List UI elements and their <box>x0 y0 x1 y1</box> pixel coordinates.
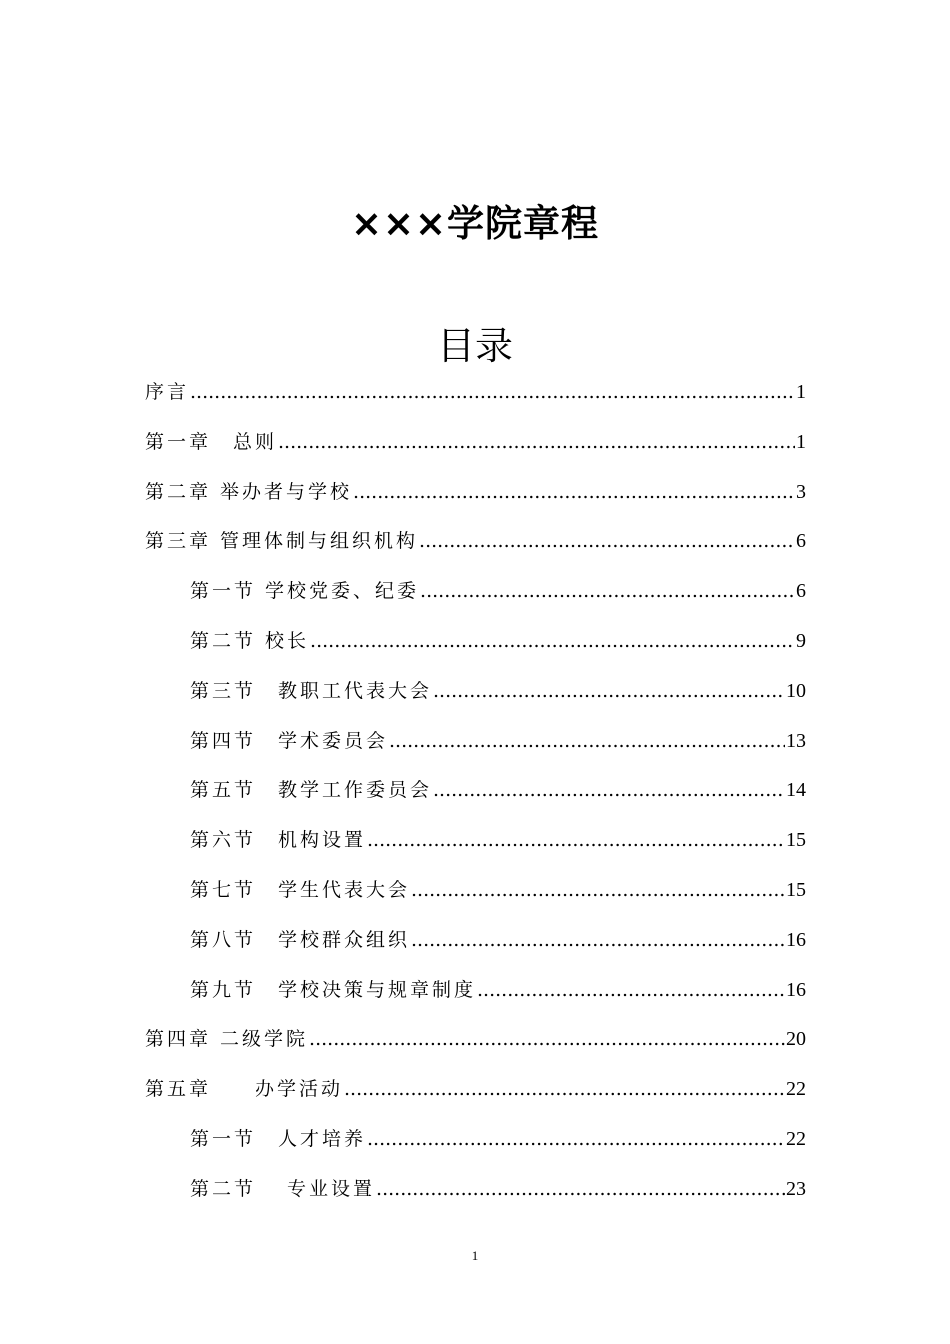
toc-entry-page-number: 22 <box>786 1078 806 1101</box>
toc-dot-leader <box>411 866 785 916</box>
toc-entry-page-number: 20 <box>786 1028 806 1051</box>
toc-entry-page-number: 14 <box>786 779 806 802</box>
toc-dot-leader <box>190 368 795 418</box>
toc-dot-leader <box>389 717 785 767</box>
toc-entry-label: 第四节 学术委员会 <box>190 729 389 752</box>
toc-entry-label: 第四章 二级学院 <box>145 1028 309 1051</box>
toc-entry[interactable] <box>145 866 806 916</box>
toc-dot-leader <box>367 1115 785 1165</box>
toc-dot-leader <box>344 1065 785 1115</box>
toc-entry-label: 第二节 专业设置 <box>190 1177 376 1200</box>
toc-dot-leader <box>376 1165 785 1215</box>
toc-entry-page-number: 22 <box>786 1127 806 1150</box>
toc-dot-leader <box>420 567 795 617</box>
toc-entry[interactable] <box>145 1015 806 1065</box>
toc-entry-label: 第五章 办学活动 <box>145 1078 344 1101</box>
table-of-contents <box>145 368 806 1215</box>
toc-entry-label: 第七节 学生代表大会 <box>190 878 411 901</box>
toc-dot-leader <box>309 1015 785 1065</box>
page-number: 1 <box>471 1248 479 1263</box>
toc-heading: 目录 <box>436 324 513 368</box>
toc-entry-page-number: 16 <box>786 978 806 1001</box>
toc-entry-page-number: 10 <box>786 679 806 702</box>
toc-entry-page-number: 1 <box>796 381 806 403</box>
toc-entry[interactable] <box>145 368 806 418</box>
toc-entry-label: 第六节 机构设置 <box>190 829 367 852</box>
document-title: ×××学院章程 <box>350 202 599 245</box>
toc-entry-page-number: 6 <box>796 530 806 553</box>
toc-entry[interactable] <box>145 1115 806 1165</box>
toc-entry-page-number: 15 <box>786 829 806 852</box>
toc-dot-leader <box>433 766 785 816</box>
toc-entry-page-number: 1 <box>796 430 806 453</box>
toc-entry[interactable] <box>145 916 806 966</box>
toc-entry-page-number: 23 <box>786 1177 806 1200</box>
toc-entry[interactable] <box>145 966 806 1016</box>
toc-entry[interactable] <box>145 667 806 717</box>
toc-dot-leader <box>310 617 795 667</box>
toc-entry[interactable] <box>145 717 806 767</box>
toc-entry[interactable] <box>145 468 806 518</box>
toc-entry-label: 第三节 教职工代表大会 <box>190 679 433 702</box>
toc-entry[interactable] <box>145 816 806 866</box>
toc-entry[interactable] <box>145 517 806 567</box>
toc-entry-page-number: 3 <box>796 480 806 503</box>
toc-dot-leader <box>477 966 785 1016</box>
toc-dot-leader <box>278 418 795 468</box>
toc-entry-label: 第二章 举办者与学校 <box>145 480 353 503</box>
toc-dot-leader <box>367 816 785 866</box>
toc-entry-label: 第三章 管理体制与组织机构 <box>145 530 419 553</box>
toc-entry[interactable] <box>145 617 806 667</box>
toc-entry-label: 第一节 人才培养 <box>190 1127 367 1150</box>
toc-entry-label: 第九节 学校决策与规章制度 <box>190 978 477 1001</box>
toc-entry-page-number: 16 <box>786 928 806 951</box>
toc-entry[interactable] <box>145 567 806 617</box>
toc-entry[interactable] <box>145 418 806 468</box>
toc-entry-label: 第一章 总则 <box>145 430 278 453</box>
toc-entry[interactable] <box>145 766 806 816</box>
toc-entry-label: 序言 <box>145 381 190 403</box>
toc-entry[interactable] <box>145 1065 806 1115</box>
toc-dot-leader <box>419 517 795 567</box>
toc-entry-page-number: 9 <box>796 629 806 652</box>
toc-entry-label: 第一节 学校党委、纪委 <box>190 580 420 603</box>
toc-entry-page-number: 15 <box>786 878 806 901</box>
toc-dot-leader <box>411 916 785 966</box>
toc-entry-label: 第八节 学校群众组织 <box>190 928 411 951</box>
toc-entry[interactable] <box>145 1165 806 1215</box>
toc-entry-page-number: 6 <box>796 580 806 603</box>
toc-dot-leader <box>353 468 795 518</box>
toc-entry-label: 第二节 校长 <box>190 629 310 652</box>
toc-entry-label: 第五节 教学工作委员会 <box>190 779 433 802</box>
toc-dot-leader <box>433 667 785 717</box>
toc-entry-page-number: 13 <box>786 729 806 752</box>
